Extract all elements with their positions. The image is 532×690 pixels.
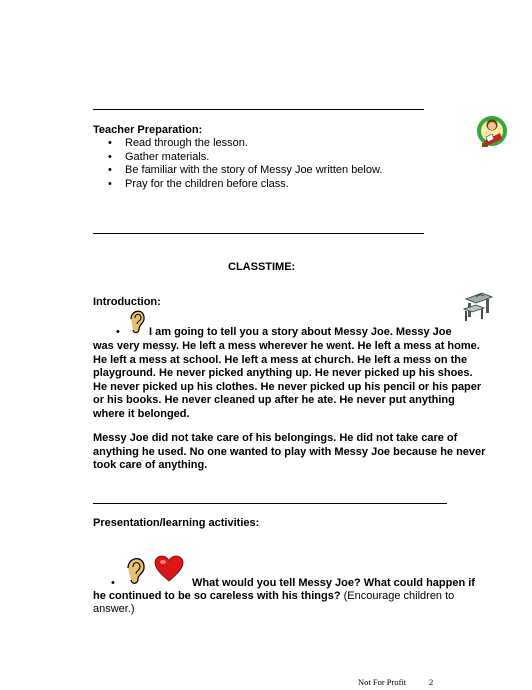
divider-top — [93, 109, 424, 110]
intro-line: anything he used. No one wanted to play with Messy Joe because he never — [93, 445, 486, 458]
school-desk-icon — [462, 289, 494, 323]
intro-line: Messy Joe did not take care of his belongings. He did not take care of — [93, 432, 458, 444]
presentation-heading: Presentation/learning activities: — [93, 517, 260, 529]
intro-line: was very messy. He left a mess wherever he went. He left a mess at home. — [93, 340, 480, 352]
list-item: • Gather materials. — [108, 151, 468, 165]
intro-line: playground. He never picked anything up. He never picked up his shoes. — [93, 367, 473, 379]
intro-line: took care of anything. — [93, 459, 208, 471]
heart-icon — [154, 555, 184, 582]
presentation-line-2-bold: he continued to be so careless with his things? — [93, 590, 341, 602]
teacher-prep-heading: Teacher Preparation: — [93, 124, 203, 136]
list-item: • Pray for the children before class. — [108, 178, 468, 192]
intro-paragraph-2 — [93, 432, 486, 473]
presentation-bullet: • — [111, 577, 115, 589]
presentation-line-1: What would you tell Messy Joe? What could happen if — [192, 577, 475, 589]
intro-bullet: • — [116, 326, 120, 338]
intro-line: where it belonged. — [93, 407, 190, 420]
intro-line-1: I am going to tell you a story about Messy Joe. Messy Joe — [149, 326, 452, 338]
divider-bottom — [93, 503, 447, 504]
list-item: • Read through the lesson. — [108, 137, 468, 151]
list-item: • Be familiar with the story of Messy Joe written below. — [108, 164, 468, 178]
intro-paragraph — [93, 340, 482, 421]
ear-icon — [127, 307, 147, 335]
presentation-line-3: answer.) — [93, 603, 135, 615]
presentation-line-2-normal: (Encourage children to — [340, 590, 455, 602]
classtime-heading: CLASSTIME: — [228, 261, 296, 273]
divider-middle — [93, 233, 424, 234]
footer-text: Not For Profit — [358, 677, 407, 687]
page-number: 2 — [429, 677, 434, 687]
introduction-heading: Introduction: — [93, 296, 161, 308]
ear-icon — [124, 554, 148, 586]
child-reading-icon — [475, 113, 509, 151]
teacher-prep-list — [108, 137, 468, 191]
presentation-line-2 — [93, 590, 454, 604]
intro-line: He never picked up his clothes. He never picked up his pencil or his paper — [93, 380, 482, 393]
intro-line: He left a mess at school. He left a mess at church. He left a mess on the — [93, 353, 468, 366]
intro-line: or his books. He never cleaned up after he ate. He never put anything — [93, 394, 455, 406]
